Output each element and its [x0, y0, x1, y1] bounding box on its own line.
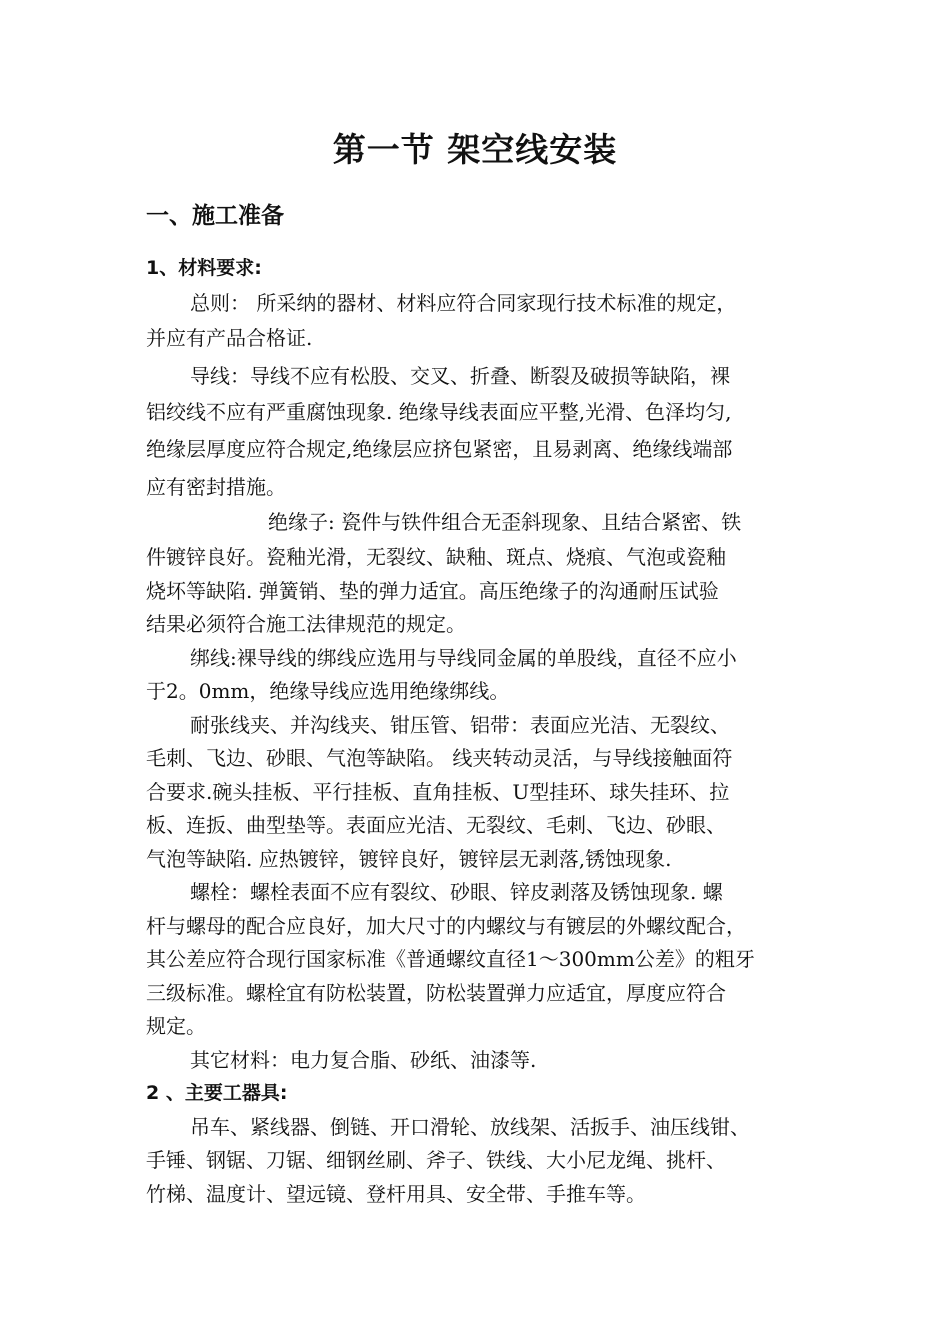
- paragraph-line: 耐张线夹、并沟线夹、钳压管、铝带：表面应光洁、无裂纹、: [190, 713, 730, 737]
- paragraph-line: 绑线:裸导线的绑线应选用与导线同金属的单股线，直径不应小: [190, 646, 737, 670]
- paragraph-line: 规定。: [146, 1014, 206, 1038]
- paragraph-line: 铝绞线不应有严重腐蚀现象. 绝缘导线表面应平整,光滑、色泽均匀,: [146, 400, 732, 424]
- paragraph-line: 合要求.碗头挂板、平行挂板、直角挂板、U型挂环、球失挂环、拉: [146, 780, 730, 804]
- paragraph-line: 气泡等缺陷. 应热镀锌，镀锌良好，镀锌层无剥落,锈蚀现象.: [146, 847, 672, 871]
- paragraph-line: 竹梯、温度计、望远镜、登杆用具、安全带、手推车等。: [146, 1182, 646, 1206]
- paragraph-line: 杆与螺母的配合应良好，加大尺寸的内螺纹与有镀层的外螺纹配合，: [146, 914, 746, 938]
- paragraph-line: 螺栓：螺栓表面不应有裂纹、砂眼、锌皮剥落及锈蚀现象. 螺: [190, 880, 723, 904]
- paragraph-line: 毛刺、飞边、砂眼、气泡等缺陷。 线夹转动灵活，与导线接触面符: [146, 746, 733, 770]
- paragraph-line: 导线：导线不应有松股、交叉、折叠、断裂及破损等缺陷，裸: [190, 364, 730, 388]
- paragraph-line: 三级标准。螺栓宜有防松装置，防松装置弹力应适宜，厚度应符合: [146, 981, 726, 1005]
- subsection-heading-materials: 1、材料要求:: [146, 257, 262, 279]
- paragraph-line: 于2。0mm，绝缘导线应选用绝缘绑线。: [146, 679, 510, 703]
- paragraph-line: 绝缘子: 瓷件与铁件组合无歪斜现象、且结合紧密、铁: [268, 510, 742, 534]
- paragraph-line: 吊车、紧线器、倒链、开口滑轮、放线架、活扳手、油压线钳、: [190, 1115, 750, 1139]
- paragraph-line: 其公差应符合现行国家标准《普通螺纹直径1～300mm公差》的粗牙: [146, 947, 755, 971]
- paragraph-line: 绝缘层厚度应符合规定,绝缘层应挤包紧密，且易剥离、绝缘线端部: [146, 437, 733, 461]
- page-title: 第一节 架空线安装: [332, 130, 618, 169]
- paragraph-line: 烧坏等缺陷. 弹簧销、垫的弹力适宜。高压绝缘子的沟通耐压试验: [146, 579, 719, 603]
- paragraph-line: 结果必须符合施工法律规范的规定。: [146, 612, 466, 636]
- paragraph-line: 并应有产品合格证.: [146, 326, 313, 350]
- paragraph-line: 件镀锌良好。瓷釉光滑，无裂纹、缺釉、斑点、烧痕、气泡或瓷釉: [146, 545, 726, 569]
- paragraph-line: 手锤、钢锯、刀锯、细钢丝刷、斧子、铁线、大小尼龙绳、挑杆、: [146, 1148, 726, 1172]
- paragraph-line: 其它材料：电力复合脂、砂纸、油漆等.: [190, 1048, 537, 1072]
- section-heading: 一、施工准备: [146, 203, 284, 229]
- paragraph-line: 总则： 所采纳的器材、材料应符合同家现行技术标准的规定，: [190, 291, 737, 315]
- paragraph-line: 应有密封措施。: [146, 475, 286, 499]
- subsection-heading-tools: 2 、主要工器具:: [146, 1082, 288, 1104]
- paragraph-line: 板、连扳、曲型垫等。表面应光洁、无裂纹、毛刺、飞边、砂眼、: [146, 813, 726, 837]
